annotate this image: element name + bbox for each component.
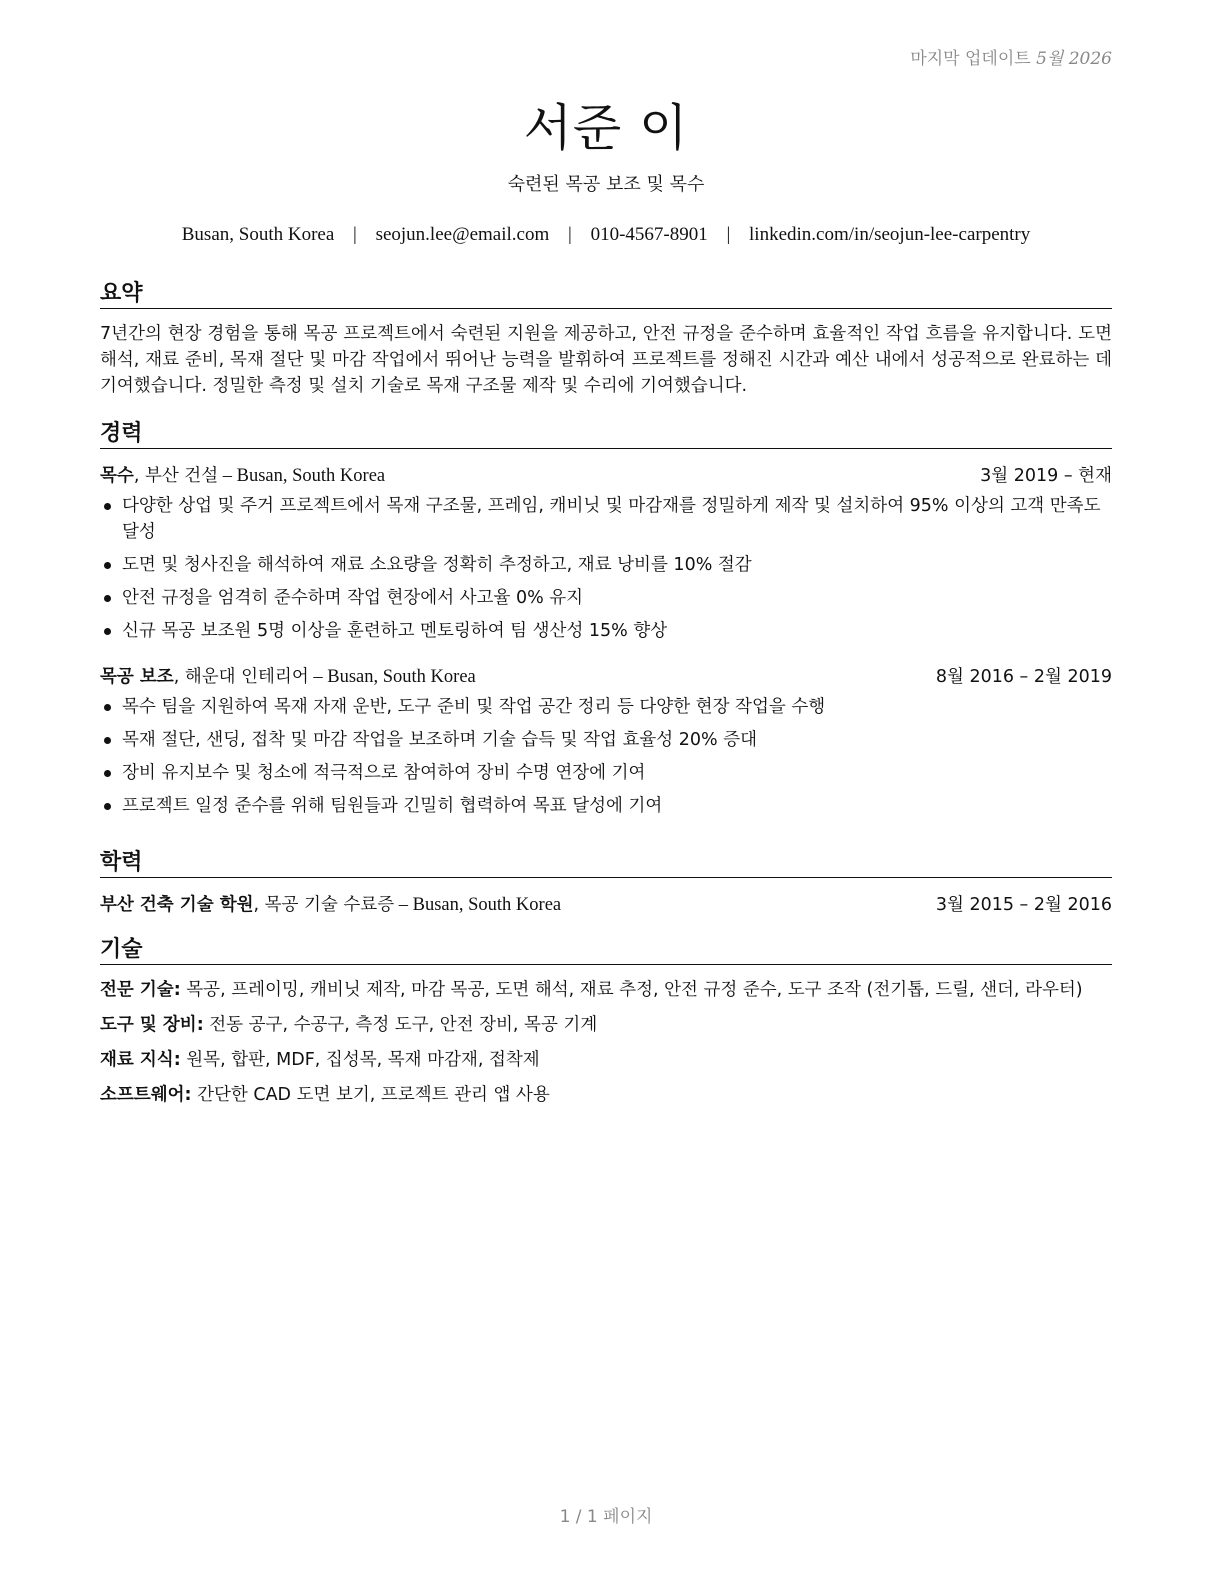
job-dates: 3월 2019 – 현재	[980, 466, 1112, 486]
job-bullets	[100, 493, 1112, 644]
contact-separator: |	[568, 224, 572, 245]
job-location: – Busan, South Korea	[308, 667, 476, 687]
skill-item	[100, 977, 1112, 1003]
skill-label: 전문 기술:	[100, 980, 181, 1000]
job-dates: 8월 2016 – 2월 2019	[935, 667, 1112, 687]
person-name: 서준 이	[523, 99, 689, 157]
education-school: 부산 건축 기술 학원	[100, 895, 254, 915]
last-updated-date: 5월 2026	[1036, 49, 1112, 69]
contact-location: Busan, South Korea	[181, 224, 335, 245]
contact-phone: 010-4567-8901	[590, 224, 708, 245]
job-bullet: 목수 팀을 지원하여 목재 자재 운반, 도구 준비 및 작업 공간 정리 등 다양한 현장 작업을 수행	[100, 694, 1112, 720]
education-program: , 목공 기술 수료증	[253, 895, 395, 915]
skill-label: 재료 지식:	[100, 1050, 181, 1070]
last-updated	[910, 44, 1112, 69]
page-number: 1 / 1 페이지	[559, 1507, 653, 1527]
section-title-education: 학력	[100, 845, 1112, 878]
skill-label: 소프트웨어:	[100, 1085, 192, 1105]
education-section	[100, 845, 1112, 918]
summary-section	[100, 276, 1112, 399]
job-bullet: 안전 규정을 엄격히 준수하며 작업 현장에서 사고율 0% 유지	[100, 585, 1112, 611]
job-role: 목공 보조	[100, 667, 174, 687]
section-title-skills: 기술	[100, 932, 1112, 965]
job-role: 목수	[100, 466, 134, 486]
skill-value: 원목, 합판, MDF, 집성목, 목재 마감재, 접착제	[180, 1050, 540, 1070]
section-title-summary: 요약	[100, 276, 1112, 309]
job-location: – Busan, South Korea	[218, 466, 386, 486]
job-company: , 부산 건설	[133, 466, 219, 486]
job-bullet: 장비 유지보수 및 청소에 적극적으로 참여하여 장비 수명 연장에 기여	[100, 760, 1112, 786]
job-bullet: 신규 목공 보조원 5명 이상을 훈련하고 멘토링하여 팀 생산성 15% 향상	[100, 618, 1112, 644]
contact-separator: |	[726, 224, 731, 245]
skills-section	[100, 932, 1112, 1108]
education-dates: 3월 2015 – 2월 2016	[935, 895, 1112, 915]
job-bullet: 다양한 상업 및 주거 프로젝트에서 목재 구조물, 프레임, 캐비닛 및 마감재를 정밀하게 제작 및 설치하여 95% 이상의 고객 만족도 달성	[100, 493, 1112, 545]
job-bullets	[100, 694, 1112, 819]
contact-email[interactable]: seojun.lee@email.com	[375, 224, 550, 245]
job-header	[100, 664, 1112, 690]
last-updated-label: 마지막 업데이트	[910, 49, 1031, 69]
contact-separator: |	[353, 224, 357, 245]
skill-label: 도구 및 장비:	[100, 1015, 204, 1035]
headline: 숙련된 목공 보조 및 목수	[507, 174, 705, 195]
section-title-experience: 경력	[100, 416, 1112, 449]
summary-text: 7년간의 현장 경험을 통해 목공 프로젝트에서 숙련된 지원을 제공하고, 안전 규정을 준수하며 효율적인 작업 흐름을 유지합니다. 도면 해석, 재료 준비, 목재 절단 및 마감 작업에서 뛰어난 능력을 발휘하여 프로젝트를 정해진 시간과 예산 내에서 성공적으로 완료하는 데 기여했습니다. 정밀한 측정 및 설치 기술로 목재 구조물 제작 및 수리에 기여했습니다.	[100, 324, 1112, 396]
skill-value: 전동 공구, 수공구, 측정 도구, 안전 장비, 목공 기계	[203, 1015, 598, 1035]
contact-line	[100, 224, 1112, 246]
education-entry	[100, 892, 1112, 918]
skill-value: 간단한 CAD 도면 보기, 프로젝트 관리 앱 사용	[191, 1085, 550, 1105]
job-company: , 해운대 인테리어	[173, 667, 309, 687]
education-location: – Busan, South Korea	[394, 895, 562, 915]
job-bullet: 프로젝트 일정 준수를 위해 팀원들과 긴밀히 협력하여 목표 달성에 기여	[100, 793, 1112, 819]
contact-linkedin[interactable]: linkedin.com/in/seojun-lee-carpentry	[749, 224, 1031, 245]
skill-item	[100, 1047, 1112, 1073]
job-bullet: 목재 절단, 샌딩, 접착 및 마감 작업을 보조하며 기술 습득 및 작업 효율성 20% 증대	[100, 727, 1112, 753]
job-bullet: 도면 및 청사진을 해석하여 재료 소요량을 정확히 추정하고, 재료 낭비를 10% 절감	[100, 552, 1112, 578]
skill-item	[100, 1082, 1112, 1108]
skill-item	[100, 1012, 1112, 1038]
experience-section	[100, 416, 1112, 826]
skill-value: 목공, 프레이밍, 캐비닛 제작, 마감 목공, 도면 해석, 재료 추정, 안전 규정 준수, 도구 조작 (전기톱, 드릴, 샌더, 라우터)	[180, 980, 1083, 1000]
job-header	[100, 463, 1112, 489]
